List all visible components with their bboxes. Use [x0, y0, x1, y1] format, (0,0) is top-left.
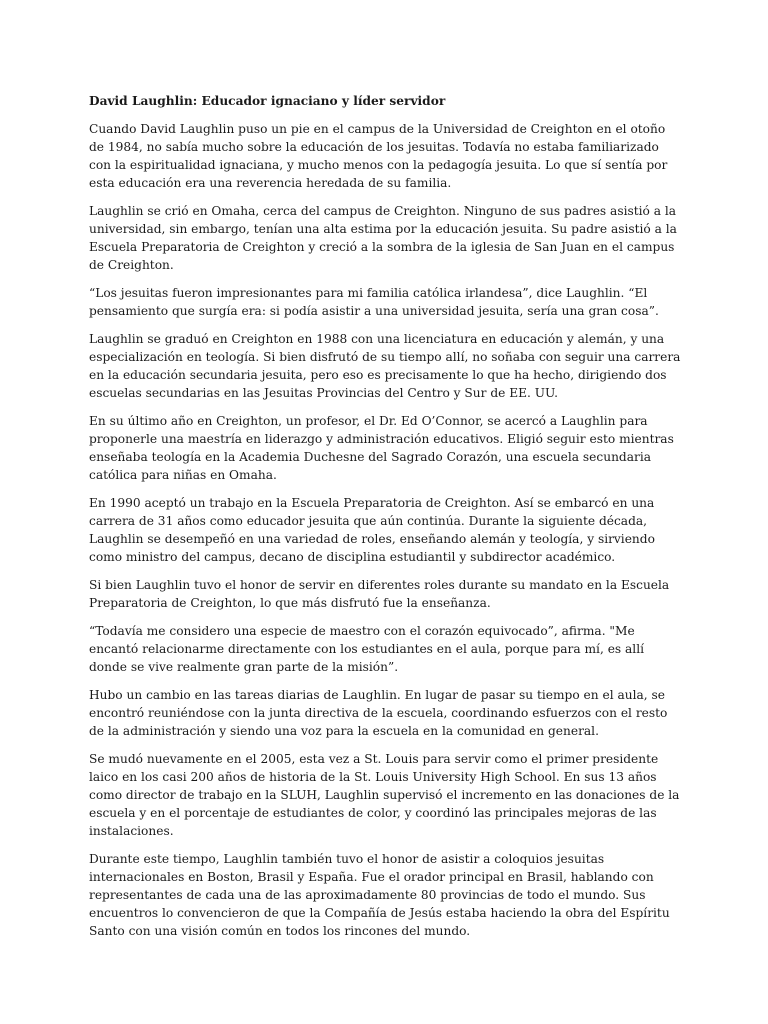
paragraph-4: Laughlin se graduó en Creighton en 1988 con una licenciatura en educación y alemán, y una especialización en teología. Si bien disfrutó de su tiempo allí, no soñaba con seguir una carrera en la educación secundaria jesuita, pero eso es precisamente lo que ha hecho, dirigiendo dos escuelas secundarias en las Jesuitas Provincias del Centro y Sur de EE. UU.: [89, 332, 681, 400]
paragraph-1: Cuando David Laughlin puso un pie en el campus de la Universidad de Creighton en el otoño de 1984, no sabía mucho sobre la educación de los jesuitas. Todavía no estaba familiarizado con la espiritualidad ignaciana, y mucho menos con la pedagogía jesuita. Lo que sí sentía por esta educación era una reverencia heredada de su familia.: [89, 122, 668, 190]
paragraph-7: Si bien Laughlin tuvo el honor de servir en diferentes roles durante su mandato en la Escuela Preparatoria de Creighton, lo que más disfrutó fue la enseñanza.: [89, 578, 670, 610]
document-title: David Laughlin: Educador ignaciano y líder servidor: [89, 94, 446, 108]
paragraph-2: Laughlin se crió en Omaha, cerca del campus de Creighton. Ninguno de sus padres asistió a la universidad, sin embargo, tenían una alta estima por la educación jesuita. Su padre asistió a la Escuela Preparatoria de Creighton y creció a la sombra de la iglesia de San Juan en el campus de Creighton.: [89, 204, 677, 272]
paragraph-8: “Todavía me considero una especie de maestro con el corazón equivocado”, afirma. "Me encantó relacionarme directamente con los estudiantes en el aula, porque para mí, es allí donde se vive realmente gran parte de la misión”.: [89, 624, 644, 674]
paragraph-9: Hubo un cambio en las tareas diarias de Laughlin. En lugar de pasar su tiempo en el aula, se encontró reuniéndose con la junta directiva de la escuela, coordinando esfuerzos con el resto de la administración y siendo una voz para la escuela en la comunidad en general.: [89, 688, 668, 738]
paragraph-3: “Los jesuitas fueron impresionantes para mi familia católica irlandesa”, dice Laughlin. “El pensamiento que surgía era: si podía asistir a una universidad jesuita, sería una gran cosa”.: [89, 286, 659, 318]
document-page: [89, 92, 681, 950]
paragraph-11: Durante este tiempo, Laughlin también tuvo el honor de asistir a coloquios jesuitas internacionales en Boston, Brasil y España. Fue el orador principal en Brasil, hablando con representantes de cada una de las aproximadamente 80 provincias de todo el mundo. Sus encuentros lo convencieron de que la Compañía de Jesús estaba haciendo la obra del Espíritu Santo con una visión común en todos los rincones del mundo.: [89, 852, 670, 938]
paragraph-5: En su último año en Creighton, un profesor, el Dr. Ed O’Connor, se acercó a Laughlin para proponerle una maestría en liderazgo y administración educativos. Eligió seguir esto mientras enseñaba teología en la Academia Duchesne del Sagrado Corazón, una escuela secundaria católica para niñas en Omaha.: [89, 414, 674, 482]
paragraph-6: En 1990 aceptó un trabajo en la Escuela Preparatoria de Creighton. Así se embarcó en una carrera de 31 años como educador jesuita que aún continúa. Durante la siguiente década, Laughlin se desempeñó en una variedad de roles, enseñando alemán y teología, y sirviendo como ministro del campus, decano de disciplina estudiantil y subdirector académico.: [89, 496, 655, 564]
paragraph-10: Se mudó nuevamente en el 2005, esta vez a St. Louis para servir como el primer presidente laico en los casi 200 años de historia de la St. Louis University High School. En sus 13 años como director de trabajo en la SLUH, Laughlin supervisó el incremento en las donaciones de la escuela y en el porcentaje de estudiantes de color, y coordinó las principales mejoras de las instalaciones.: [89, 752, 680, 838]
